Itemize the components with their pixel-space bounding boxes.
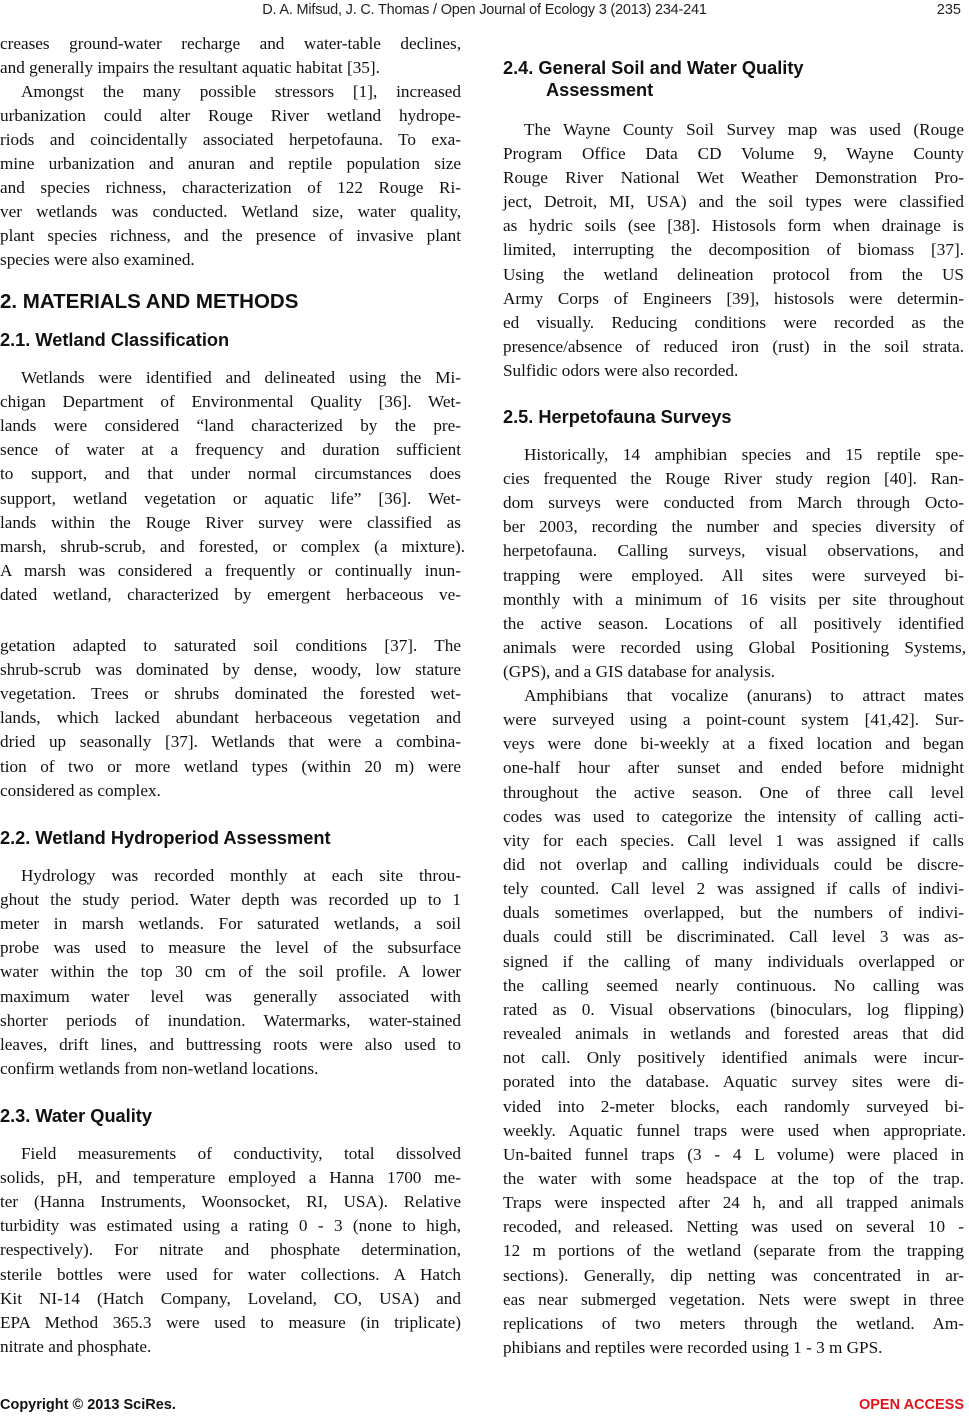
paragraph-line: Field measurements of conductivity, total dissolved	[21, 1144, 461, 1163]
paragraph-line: Kit NI-14 (Hatch Company, Loveland, CO, USA) and	[0, 1289, 461, 1308]
paragraph-line: plant species richness, and the presence of invasive plant	[0, 226, 461, 245]
paragraph-line: rated as 0. Visual observations (binoculars, log flipping)	[503, 1000, 964, 1019]
paragraph-line: confirm wetlands from non-wetland locations.	[0, 1059, 319, 1078]
section-heading-2-4-line1: 2.4. General Soil and Water Quality	[503, 58, 804, 78]
paragraph-line: water within the top 30 cm of the soil profile. A lower	[0, 962, 461, 981]
paragraph-line: Program Office Data CD Volume 9, Wayne County	[503, 144, 964, 163]
paragraph-line: sections). Generally, dip netting was concentrated in ar-	[503, 1266, 964, 1285]
copyright-notice: Copyright © 2013 SciRes.	[0, 1397, 176, 1413]
paragraph-line: weekly. Aquatic funnel traps were used when appropriate.	[503, 1121, 966, 1140]
paragraph-line: tely counted. Call level 2 was assigned if calls of indivi-	[503, 879, 964, 898]
paragraph-line: EPA Method 365.3 were used to measure (in triplicate)	[0, 1313, 461, 1332]
section-heading-2-3: 2.3. Water Quality	[0, 1106, 152, 1126]
paragraph-line: sence of water at a frequency and duration sufficient	[0, 440, 461, 459]
paragraph-line: Historically, 14 amphibian species and 15 reptile spe-	[524, 445, 964, 464]
paragraph-line: shorter periods of inundation. Watermarks, water-stained	[0, 1011, 461, 1030]
paragraph-line: the water with some headspace at the top of the trap.	[503, 1169, 964, 1188]
paragraph-line: Sulfidic odors were also recorded.	[503, 361, 739, 380]
paragraph-line: replications of two meters through the wetland. Am-	[503, 1314, 964, 1333]
paragraph-line: the calling seemed nearly continuous. No calling was	[503, 976, 964, 995]
paragraph-line: shrub-scrub was dominated by dense, woody, low stature	[0, 660, 461, 679]
paragraph-line: meter in marsh wetlands. For saturated wetlands, a soil	[0, 914, 461, 933]
paragraph-line: A marsh was considered a frequently or continually inun-	[0, 561, 461, 580]
paragraph-line: vity for each species. Call level 1 was assigned if calls	[503, 831, 964, 850]
paragraph-line: Army Corps of Engineers [39], histosols were determin-	[503, 289, 964, 308]
paragraph-line: duals sometimes overlapped, but the numbers of indivi-	[503, 903, 964, 922]
paragraph-line: Traps were inspected after 24 h, and all trapped animals	[503, 1193, 964, 1212]
paragraph-line: ber 2003, recording the number and species diversity of	[503, 517, 964, 536]
paragraph-line: limited, interrupting the decomposition of biomass [37].	[503, 240, 964, 259]
paragraph-line: and species richness, characterization of 122 Rouge Ri-	[0, 178, 461, 197]
paragraph-line: Wetlands were identified and delineated using the Mi-	[21, 368, 461, 387]
page-footer	[0, 1397, 969, 1417]
paragraph-line: to support, and that under normal circumstances does	[0, 464, 461, 483]
page-number: 235	[936, 2, 961, 18]
paragraph-line: herpetofauna. Calling surveys, visual observations, and	[503, 541, 964, 560]
paragraph-line: eas near submerged vegetation. Nets were swept in three	[503, 1290, 964, 1309]
paragraph-line: sterile bottles were used for water collections. A Hatch	[0, 1265, 461, 1284]
paragraph-line: leaves, drift lines, and buttressing roots were also used to	[0, 1035, 461, 1054]
paragraph-line: urbanization could alter Rouge River wetland hydrope-	[0, 106, 461, 125]
paragraph-line: getation adapted to saturated soil conditions [37]. The	[0, 636, 461, 655]
running-header	[0, 2, 969, 22]
paragraph-line: (GPS), and a GIS database for analysis.	[503, 662, 776, 681]
section-heading-materials-methods: 2. MATERIALS AND METHODS	[0, 290, 299, 313]
paragraph-line: probe was used to measure the level of the subsurface	[0, 938, 461, 957]
paragraph-line: signed if the calling of many individuals overlapped or	[503, 952, 964, 971]
paragraph-line: animals were recorded using Global Positioning Systems,	[503, 638, 966, 657]
paragraph-line: and generally impairs the resultant aquatic habitat [35].	[0, 58, 380, 77]
paragraph-line: mine urbanization and anuran and reptile population size	[0, 154, 461, 173]
paragraph-line: marsh, shrub-scrub, and forested, or complex (a mixture).	[0, 537, 465, 556]
paragraph-line: were surveyed using a point-count system [41,42]. Sur-	[503, 710, 964, 729]
paragraph-line: duals could still be discriminated. Call level 3 was as-	[503, 927, 964, 946]
paragraph-line: Hydrology was recorded monthly at each site throu-	[21, 866, 461, 885]
paragraph-line: riods and coincidentally associated herpetofauna. To exa-	[0, 130, 461, 149]
paragraph-line: solids, pH, and temperature employed a Hanna 1700 me-	[0, 1168, 461, 1187]
paragraph-line: turbidity was estimated using a rating 0 - 3 (none to high,	[0, 1216, 461, 1235]
paragraph-line: 12 m portions of the wetland (separate from the trapping	[503, 1241, 964, 1260]
paragraph-line: dated wetland, characterized by emergent herbaceous ve-	[0, 585, 461, 604]
paragraph-line: phibians and reptiles were recorded using 1 - 3 m GPS.	[503, 1338, 883, 1357]
paragraph-line: Amongst the many possible stressors [1], increased	[21, 82, 461, 101]
running-title: D. A. Mifsud, J. C. Thomas / Open Journal of Ecology 3 (2013) 234-241	[262, 2, 707, 18]
section-heading-2-4-line2: Assessment	[546, 80, 654, 100]
paragraph-line: The Wayne County Soil Survey map was used (Rouge	[524, 120, 964, 139]
paragraph-line: Amphibians that vocalize (anurans) to attract mates	[524, 686, 964, 705]
paragraph-line: presence/absence of reduced iron (rust) in the soil strata.	[503, 337, 964, 356]
paragraph-line: Rouge River National Wet Weather Demonstration Pro-	[503, 168, 964, 187]
paragraph-line: not call. Only positively identified animals were incur-	[503, 1048, 964, 1067]
paragraph-line: revealed animals in wetlands and forested areas that did	[503, 1024, 964, 1043]
paragraph-line: vided into 2-meter blocks, each randomly surveyed bi-	[503, 1097, 964, 1116]
paragraph-line: one-half hour after sunset and ended before midnight	[503, 758, 964, 777]
paragraph-line: throughout the active season. One of three call level	[503, 783, 964, 802]
paragraph-line: dom surveys were conducted from March through Octo-	[503, 493, 964, 512]
section-heading-2-2: 2.2. Wetland Hydroperiod Assessment	[0, 828, 331, 848]
paragraph-line: veys were done bi-weekly at a fixed location and began	[503, 734, 964, 753]
paragraph-line: ghout the study period. Water depth was recorded up to 1	[0, 890, 461, 909]
section-heading-2-1: 2.1. Wetland Classification	[0, 330, 230, 350]
paragraph-line: porated into the database. Aquatic survey sites were di-	[503, 1072, 964, 1091]
paragraph-line: cies frequented the Rouge River study region [40]. Ran-	[503, 469, 964, 488]
paragraph-line: ject, Detroit, MI, USA) and the soil types were classified	[503, 192, 964, 211]
paragraph-line: ter (Hanna Instruments, Woonsocket, RI, USA). Relative	[0, 1192, 461, 1211]
paragraph-line: considered as complex.	[0, 781, 161, 800]
paragraph-line: Un-baited funnel traps (3 - 4 L volume) were placed in	[503, 1145, 964, 1164]
paragraph-line: support, wetland vegetation or aquatic life” [36]. Wet-	[0, 489, 461, 508]
paragraph-line: lands within the Rouge River survey were classified as	[0, 513, 461, 532]
paragraph-line: vegetation. Trees or shrubs dominated the forested wet-	[0, 684, 461, 703]
section-heading-2-5: 2.5. Herpetofauna Surveys	[503, 407, 732, 427]
paragraph-line: ver wetlands was conducted. Wetland size, water quality,	[0, 202, 461, 221]
paragraph-line: nitrate and phosphate.	[0, 1337, 152, 1356]
open-access-label: OPEN ACCESS	[858, 1397, 964, 1413]
paragraph-line: trapping were employed. All sites were surveyed bi-	[503, 566, 964, 585]
section-heading-2-4	[503, 57, 804, 101]
paragraph-line: the active season. Locations of all positively identified	[503, 614, 964, 633]
paragraph-line: dried up seasonally [37]. Wetlands that were a combina-	[0, 732, 461, 751]
paragraph-line: chigan Department of Environmental Quality [36]. Wet-	[0, 392, 461, 411]
paragraph-line: ed visually. Reducing conditions were recorded as the	[503, 313, 964, 332]
paragraph-line: as hydric soils (see [38]. Histosols form when drainage is	[503, 216, 964, 235]
paragraph-line: creases ground-water recharge and water-table declines,	[0, 34, 461, 53]
paragraph-line: Using the wetland delineation protocol from the US	[503, 265, 964, 284]
paragraph-line: lands were considered “land characterized by the pre-	[0, 416, 461, 435]
paragraph-line: species were also examined.	[0, 250, 195, 269]
paragraph-line: monthly with a minimum of 16 visits per site throughout	[503, 590, 964, 609]
paragraph-line: lands, which lacked abundant herbaceous vegetation and	[0, 708, 461, 727]
paragraph-line: tion of two or more wetland types (within 20 m) were	[0, 757, 461, 776]
paragraph-line: did not overlap and calling individuals could be discre-	[503, 855, 964, 874]
paragraph-line: respectively). For nitrate and phosphate determination,	[0, 1240, 461, 1259]
paragraph-line: maximum water level was generally associated with	[0, 987, 461, 1006]
paragraph-line: recoded, and released. Netting was used on several 10 -	[503, 1217, 964, 1236]
paragraph-line: codes was used to categorize the intensity of calling acti-	[503, 807, 964, 826]
